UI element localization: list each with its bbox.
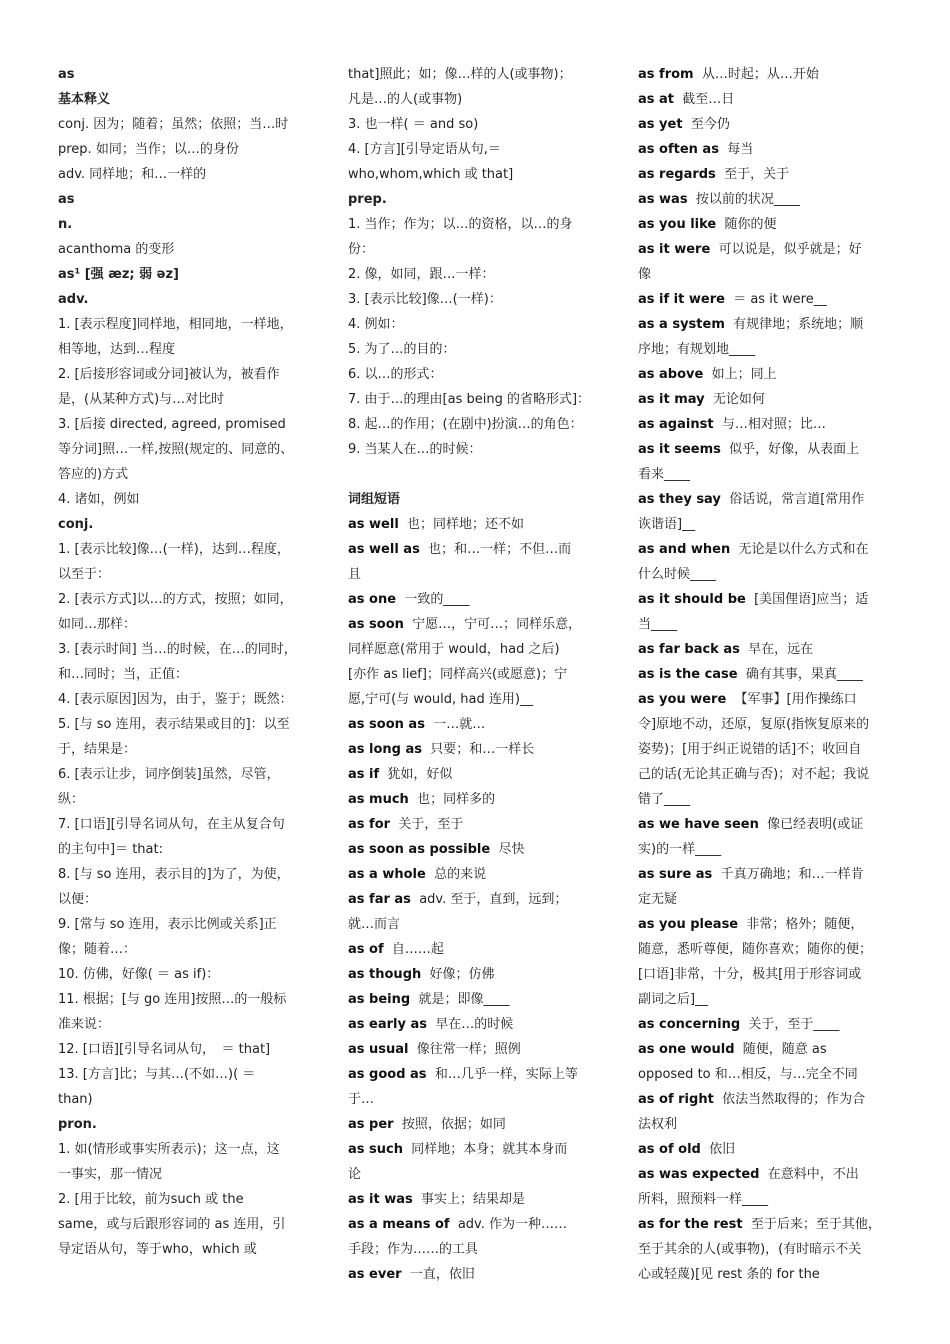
- phrase-term: as if it were: [638, 292, 725, 307]
- column-right: [638, 62, 900, 1287]
- text-line: 什么时候____: [638, 567, 717, 582]
- phrase-entry: [348, 537, 608, 562]
- text-line: 11. 根据；[与 go 连用]按照…的一般标: [58, 992, 287, 1007]
- phrase-entry: [348, 587, 608, 612]
- text-line: 和…同时；当，正值：: [58, 667, 189, 682]
- phrase-entry: [348, 1037, 608, 1062]
- text-line: 2. 像，如同，跟…一样：: [348, 267, 495, 282]
- text-line: 2. [用于比较，前为such 或 the: [58, 1192, 244, 1207]
- phrase-term: as is the case: [638, 667, 738, 682]
- phrase-entry: [638, 687, 900, 712]
- text-line: opposed to 和…相反，与…完全不同: [638, 1067, 858, 1082]
- text-line: 6. [表示让步，词序倒装]虽然，尽管，: [58, 767, 280, 782]
- text-line: 1. 如(情形或事实所表示)；这一点，这: [58, 1142, 280, 1157]
- column-middle: [348, 62, 608, 1287]
- phrase-term: as much: [348, 792, 409, 807]
- phrase-definition: 和…几乎一样，实际上等: [434, 1067, 578, 1082]
- phrase-definition: 可以说是，似乎就是；好: [718, 242, 862, 257]
- phrase-definition: 无论是以什么方式和在: [738, 542, 869, 557]
- phrase-entry: [638, 137, 900, 162]
- phrase-term: as concerning: [638, 1017, 741, 1032]
- phrase-entry: [638, 162, 900, 187]
- text-line: 以至于：: [58, 567, 111, 582]
- phrase-term: as a whole: [348, 867, 426, 882]
- phrase-entry: [638, 1137, 900, 1162]
- phrase-definition: 如上；同上: [711, 367, 777, 382]
- phrase-definition: 非常；格外；随便，: [746, 917, 864, 932]
- phrase-definition: 关于，至于: [398, 817, 464, 832]
- phrase-term: as you please: [638, 917, 739, 932]
- phrase-definition: 依旧: [709, 1142, 736, 1157]
- text-line: 9. 当某人在…的时候：: [348, 442, 482, 457]
- phrase-term: as for: [348, 817, 391, 832]
- phrase-entry: [348, 1112, 608, 1137]
- text-line: 就…而言: [348, 917, 401, 932]
- text-line: acanthoma 的变形: [58, 242, 175, 257]
- text-line: 7. [口语][引导名词从句，在主从复合句: [58, 817, 285, 832]
- phrase-definition: adv. 至于，直到，远到；: [419, 892, 568, 907]
- text-line: 10. 仿佛，好像( ＝ as if)：: [58, 967, 220, 982]
- phrase-term: as such: [348, 1142, 403, 1157]
- text-line: [口语]非常，十分，极其[用于形容词或: [638, 967, 862, 982]
- phrase-term: as long as: [348, 742, 423, 757]
- phrase-term: as of right: [638, 1092, 714, 1107]
- phrase-definition: 至于后来；至于其他，: [750, 1217, 881, 1232]
- text-line: 7. 由于…的理由[as being 的省略形式]：: [348, 392, 591, 407]
- text-line: 看来____: [638, 467, 691, 482]
- section-heading: as: [58, 67, 75, 82]
- text-line: 当____: [638, 617, 678, 632]
- phrase-entry: [348, 737, 608, 762]
- phrase-term: as well as: [348, 542, 420, 557]
- phrase-entry: [638, 1012, 900, 1037]
- text-line: 份：: [348, 242, 375, 257]
- phrase-term: as it was: [348, 1192, 413, 1207]
- phrase-term: as it should be: [638, 592, 746, 607]
- phrase-term: as against: [638, 417, 714, 432]
- text-line: 手段；作为……的工具: [348, 1242, 479, 1257]
- text-line: 4. 例如：: [348, 317, 404, 332]
- phrase-definition: 一直，依旧: [409, 1267, 475, 1282]
- phrase-definition: [美国俚语]应当；适: [754, 592, 869, 607]
- phrase-term: as soon as: [348, 717, 425, 732]
- phrase-entry: [638, 312, 900, 337]
- text-line: 4. [表示原因]因为，由于，鉴于；既然：: [58, 692, 293, 707]
- phrase-definition: 无论如何: [712, 392, 765, 407]
- phrase-entry: [348, 862, 608, 887]
- text-line: [亦作 as lief]；同样高兴(或愿意)；宁: [348, 667, 568, 682]
- phrase-definition: 早在，远在: [748, 642, 814, 657]
- phrase-definition: 随你的便: [724, 217, 777, 232]
- text-line: 像: [638, 267, 652, 282]
- text-line: 导定语从句，等于who，which 或: [58, 1242, 257, 1257]
- text-line: 3. [后接 directed, agreed, promised: [58, 417, 286, 432]
- phrase-entry: [638, 287, 900, 312]
- text-line: 同样愿意(常用于 would，had 之后): [348, 642, 560, 657]
- phrase-definition: 就是；即像____: [418, 992, 510, 1007]
- text-line: 6. 以…的形式：: [348, 367, 443, 382]
- phrase-term: as it were: [638, 242, 711, 257]
- text-line: 纵：: [58, 792, 85, 807]
- phrase-definition: 犹如，好似: [387, 767, 453, 782]
- blank-line: [348, 462, 608, 487]
- text-line: 随意，悉听尊便，随你喜欢；随你的便；: [638, 942, 873, 957]
- phrase-definition: 同样地；本身；就其本身而: [411, 1142, 568, 1157]
- section-heading: as: [58, 192, 75, 207]
- phrase-definition: 在意料中，不出: [767, 1167, 859, 1182]
- phrase-entry: [348, 612, 608, 637]
- phrase-term: as far as: [348, 892, 411, 907]
- phrase-term: as usual: [348, 1042, 409, 1057]
- phrase-term: as was: [638, 192, 688, 207]
- text-line: 8. 起…的作用；(在剧中)扮演…的角色：: [348, 417, 583, 432]
- text-line: that]照此；如；像…样的人(或事物)；: [348, 67, 572, 82]
- phrase-term: as good as: [348, 1067, 427, 1082]
- text-line: 3. [表示时间] 当…的时候，在…的同时，: [58, 642, 297, 657]
- phrase-entry: [638, 862, 900, 887]
- phrase-term: as early as: [348, 1017, 428, 1032]
- text-line: 副词之后]__: [638, 992, 709, 1007]
- phrase-entry: [348, 812, 608, 837]
- text-line: 2. [表示方式]以…的方式，按照；如同，: [58, 592, 293, 607]
- phrase-entry: [348, 1137, 608, 1162]
- phrase-term: as at: [638, 92, 675, 107]
- phrase-entry: [638, 237, 900, 262]
- phrase-entry: [638, 1037, 900, 1062]
- phrase-definition: 有规律地；系统地；顺: [733, 317, 864, 332]
- text-line: 答应的)方式: [58, 467, 129, 482]
- phrase-entry: [638, 62, 900, 87]
- text-line: 是，(从某种方式)与…对比时: [58, 392, 225, 407]
- text-line: 5. 为了…的目的：: [348, 342, 456, 357]
- phrase-entry: [348, 837, 608, 862]
- phrase-term: as we have seen: [638, 817, 759, 832]
- phrase-entry: [348, 787, 608, 812]
- phrase-definition: 像已经表明(或证: [767, 817, 864, 832]
- phrase-entry: [638, 412, 900, 437]
- phrase-entry: [638, 662, 900, 687]
- phrase-definition: 总的来说: [434, 867, 487, 882]
- phrase-entry: [348, 937, 608, 962]
- phrase-definition: 关于，至于____: [748, 1017, 840, 1032]
- phrase-entry: [638, 112, 900, 137]
- column-left: [58, 62, 318, 1262]
- phrase-term: as one would: [638, 1042, 735, 1057]
- phrase-entry: [638, 1087, 900, 1112]
- phrase-definition: 似乎，好像，从表面上: [729, 442, 860, 457]
- phrase-definition: 尽快: [498, 842, 525, 857]
- phrase-definition: 像往常一样；照例: [416, 1042, 521, 1057]
- text-line: 3. [表示比较]像…(一样)：: [348, 292, 502, 307]
- phrase-entry: [638, 437, 900, 462]
- phrase-term: as if: [348, 767, 380, 782]
- text-line: 凡是…的人(或事物): [348, 92, 463, 107]
- text-line: 12. [口语][引导名词从句， ＝ that]: [58, 1042, 271, 1057]
- phrase-definition: 每当: [727, 142, 754, 157]
- text-line: 相等地，达到…程度: [58, 342, 176, 357]
- phrase-term: as of old: [638, 1142, 701, 1157]
- text-line: 1. [表示程度]同样地，相同地，一样地，: [58, 317, 293, 332]
- phrase-definition: 至于，关于: [724, 167, 790, 182]
- phrase-definition: 宁愿…，宁可…；同样乐意，: [412, 617, 582, 632]
- phrase-definition: 确有其事，果真____: [745, 667, 863, 682]
- phrase-entry: [638, 912, 900, 937]
- text-line: 4. 诸如，例如: [58, 492, 140, 507]
- phrase-term: as it seems: [638, 442, 721, 457]
- phrase-term: as they say: [638, 492, 721, 507]
- phrase-term: as being: [348, 992, 411, 1007]
- text-line: 且: [348, 567, 362, 582]
- phrase-definition: 【军事】[用作操练口: [734, 692, 857, 707]
- text-line: 于，结果是：: [58, 742, 137, 757]
- section-heading: as¹ [强 æz; 弱 əz]: [58, 267, 179, 282]
- phrase-definition: 也；同样地；还不如: [407, 517, 525, 532]
- text-line: 定无疑: [638, 892, 678, 907]
- text-line: 9. [常与 so 连用，表示比例或关系]正: [58, 917, 277, 932]
- text-line: adv. 同样地；和…一样的: [58, 167, 207, 182]
- phrase-term: as often as: [638, 142, 719, 157]
- phrase-definition: 至今仍: [690, 117, 730, 132]
- text-line: 诙谐语]__: [638, 517, 696, 532]
- phrase-entry: [348, 1212, 608, 1237]
- phrase-term: as a system: [638, 317, 725, 332]
- phrase-definition: 随便，随意 as: [742, 1042, 827, 1057]
- phrase-definition: 千真万确地；和…一样肯: [720, 867, 864, 882]
- text-line: than): [58, 1092, 93, 1107]
- phrase-term: as was expected: [638, 1167, 760, 1182]
- phrase-entry: [348, 712, 608, 737]
- text-line: 序地；有规划地____: [638, 342, 756, 357]
- phrase-definition: 俗话说，常言道[常用作: [729, 492, 865, 507]
- text-line: same，或与后跟形容词的 as 连用，引: [58, 1217, 286, 1232]
- text-line: 以便：: [58, 892, 98, 907]
- phrase-entry: [348, 1187, 608, 1212]
- phrase-term: as a means of: [348, 1217, 450, 1232]
- text-line: 所料，照预料一样____: [638, 1192, 769, 1207]
- phrase-definition: 按照，依据；如同: [401, 1117, 506, 1132]
- text-line: 1. [表示比较]像…(一样)，达到…程度，: [58, 542, 290, 557]
- section-heading: conj.: [58, 517, 94, 532]
- phrase-term: as sure as: [638, 867, 713, 882]
- text-line: who,whom,which 或 that]: [348, 167, 514, 182]
- phrase-entry: [638, 537, 900, 562]
- text-line: 姿势)；[用于纠正说错的话]不；收回自: [638, 742, 862, 757]
- section-heading: prep.: [348, 192, 387, 207]
- phrase-definition: 只要；和…一样长: [430, 742, 535, 757]
- text-line: 8. [与 so 连用，表示目的]为了，为使，: [58, 867, 290, 882]
- phrase-entry: [638, 387, 900, 412]
- phrase-term: as ever: [348, 1267, 402, 1282]
- phrase-definition: 与…相对照；比…: [721, 417, 826, 432]
- text-line: 等分词]照…一样,按照(规定的、同意的、: [58, 442, 294, 457]
- text-line: 2. [后接形容词或分词]被认为，被看作: [58, 367, 280, 382]
- phrase-entry: [348, 987, 608, 1012]
- phrase-term: as yet: [638, 117, 683, 132]
- text-line: 如同…那样：: [58, 617, 137, 632]
- phrase-term: as one: [348, 592, 397, 607]
- phrase-entry: [638, 812, 900, 837]
- phrase-entry: [638, 87, 900, 112]
- phrase-entry: [348, 1262, 608, 1287]
- phrase-entry: [348, 962, 608, 987]
- phrase-term: as from: [638, 67, 694, 82]
- phrase-definition: 从…时起；从…开始: [701, 67, 819, 82]
- phrase-definition: 一…就…: [433, 717, 486, 732]
- phrase-entry: [348, 1012, 608, 1037]
- text-line: 心或轻蔑)[见 rest 条的 for the: [638, 1267, 820, 1282]
- text-line: 论: [348, 1167, 362, 1182]
- phrase-definition: 按以前的状况____: [695, 192, 800, 207]
- section-heading: n.: [58, 217, 73, 232]
- text-line: conj. 因为；随着；虽然；依照；当…时: [58, 117, 289, 132]
- phrase-entry: [638, 1212, 900, 1237]
- phrase-entry: [638, 212, 900, 237]
- phrase-definition: 好像；仿佛: [429, 967, 495, 982]
- phrase-term: as above: [638, 367, 704, 382]
- section-heading: 基本释义: [58, 92, 111, 107]
- text-line: 的主句中]＝ that:: [58, 842, 163, 857]
- text-line: 像；随着…：: [58, 942, 137, 957]
- phrase-entry: [638, 187, 900, 212]
- phrase-entry: [348, 887, 608, 912]
- text-line: 1. 当作；作为；以…的资格，以…的身: [348, 217, 573, 232]
- phrase-term: as for the rest: [638, 1217, 743, 1232]
- phrase-term: as you were: [638, 692, 727, 707]
- phrase-term: as you like: [638, 217, 717, 232]
- text-line: 法权利: [638, 1117, 678, 1132]
- phrase-term: as far back as: [638, 642, 740, 657]
- text-line: 4. [方言][引导定语从句,＝: [348, 142, 501, 157]
- phrase-entry: [638, 637, 900, 662]
- text-line: 3. 也一样( ＝ and so): [348, 117, 479, 132]
- phrase-entry: [348, 512, 608, 537]
- text-line: 令]原地不动，还原，复原(指恢复原来的: [638, 717, 870, 732]
- phrase-definition: 事实上；结果却是: [421, 1192, 526, 1207]
- phrase-entry: [348, 1062, 608, 1087]
- phrase-entry: [638, 1162, 900, 1187]
- section-heading: adv.: [58, 292, 89, 307]
- text-line: prep. 如同；当作；以…的身份: [58, 142, 239, 157]
- text-line: 于…: [348, 1092, 375, 1107]
- phrase-definition: ＝ as it were__: [733, 292, 827, 307]
- section-heading: pron.: [58, 1117, 97, 1132]
- phrase-entry: [638, 487, 900, 512]
- phrase-entry: [348, 762, 608, 787]
- phrase-entry: [638, 587, 900, 612]
- phrase-entry: [638, 362, 900, 387]
- phrase-definition: 一致的____: [404, 592, 470, 607]
- phrase-definition: 早在…的时候: [435, 1017, 514, 1032]
- text-line: 愿,宁可(与 would, had 连用)__: [348, 692, 533, 707]
- phrase-definition: adv. 作为一种……: [457, 1217, 568, 1232]
- phrase-definition: 依法当然取得的；作为合: [722, 1092, 866, 1107]
- text-line: 至于其余的人(或事物)，(有时暗示不关: [638, 1242, 862, 1257]
- phrase-definition: 自……起: [391, 942, 444, 957]
- phrase-definition: 截至…日: [682, 92, 735, 107]
- text-line: 错了____: [638, 792, 691, 807]
- phrase-term: as soon: [348, 617, 404, 632]
- phrase-term: as regards: [638, 167, 716, 182]
- phrase-definition: 也；和…一样；不但…而: [428, 542, 572, 557]
- phrase-term: as well: [348, 517, 399, 532]
- text-line: 实)的一样____: [638, 842, 722, 857]
- phrase-term: as it may: [638, 392, 705, 407]
- phrase-term: as of: [348, 942, 384, 957]
- phrase-term: as per: [348, 1117, 394, 1132]
- text-line: 5. [与 so 连用，表示结果或目的]：以至: [58, 717, 290, 732]
- phrase-term: as and when: [638, 542, 731, 557]
- section-heading: 词组短语: [348, 492, 401, 507]
- text-line: 一事实，那一情况: [58, 1167, 163, 1182]
- text-line: 13. [方言]比；与其…(不如…)( ＝: [58, 1067, 256, 1082]
- phrase-definition: 也；同样多的: [417, 792, 496, 807]
- phrase-term: as though: [348, 967, 422, 982]
- text-line: 准来说：: [58, 1017, 111, 1032]
- text-line: 己的话(无论其正确与否)；对不起；我说: [638, 767, 870, 782]
- phrase-term: as soon as possible: [348, 842, 491, 857]
